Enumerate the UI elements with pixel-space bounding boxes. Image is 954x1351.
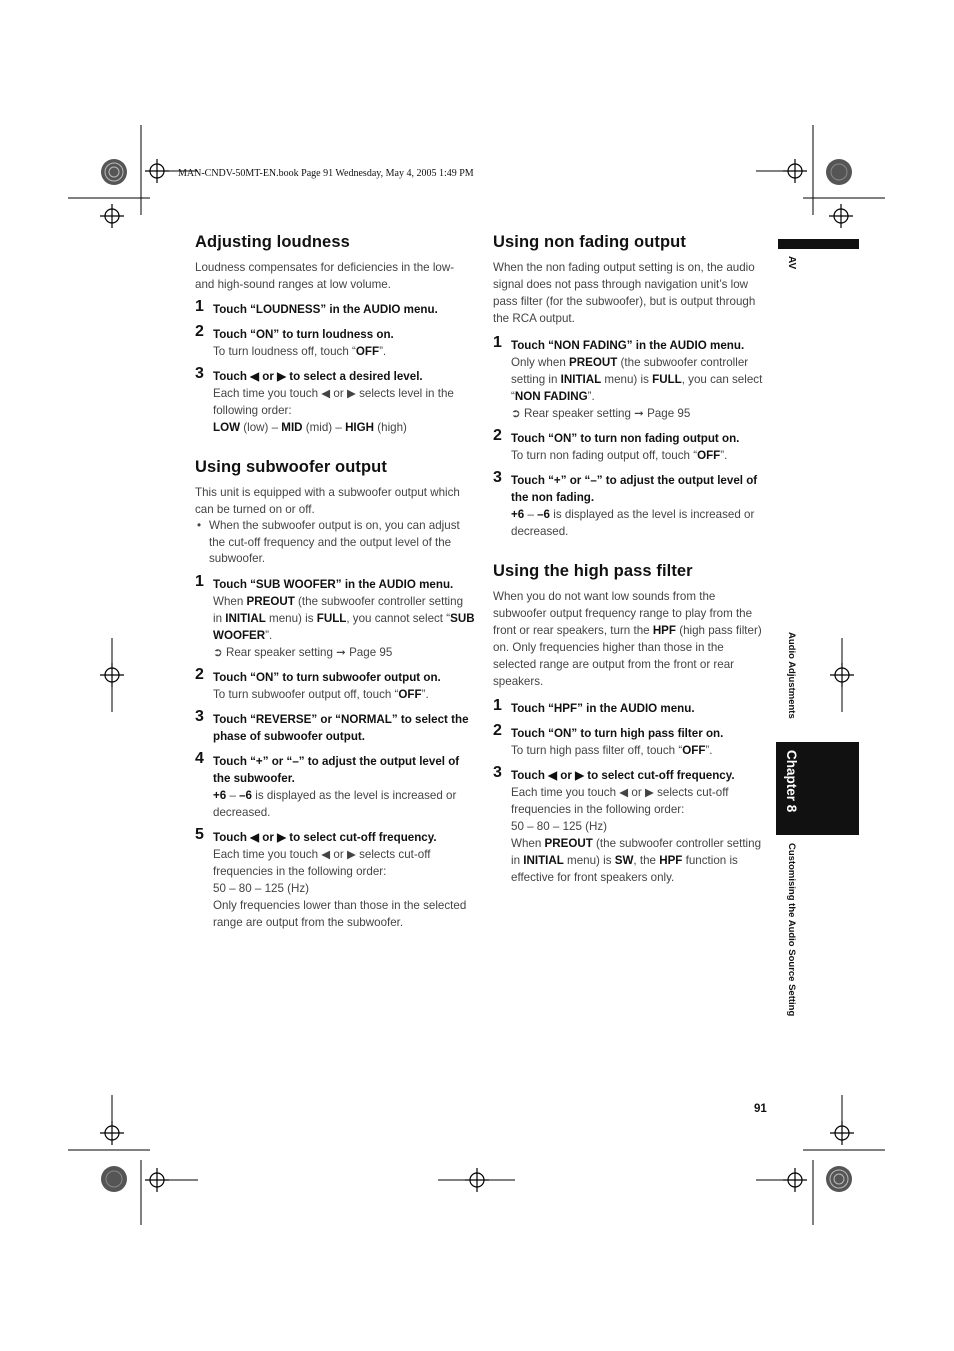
step-title: Touch ◀ or ▶ to select cut-off frequency. [511,769,735,782]
step-title: Touch “HPF” in the AUDIO menu. [511,702,695,715]
hpf-step-3 [493,764,768,886]
step-note: When PREOUT (the subwoofer controller setting in INITIAL menu) is SW, the HPF function is effective for front speakers only. [511,837,762,884]
hpf-step-1 [493,697,768,717]
reference-arrow-icon: ➲ [213,645,223,659]
non-fading-step-3 [493,469,768,540]
step-note: Only frequencies lower than those in the selected range are output from the subwoofer. [213,898,467,929]
step-number: 3 [195,707,204,725]
step-description: When PREOUT (the subwoofer controller setting in INITIAL menu) is FULL, you cannot select “SUB WOOFER”. [213,594,475,642]
left-arrow-icon: ◀ [321,847,331,861]
loudness-step-1 [195,298,475,318]
level-order: LOW (low) – MID (mid) – HIGH (high) [213,421,407,434]
rear-speaker-reference: ➲ Rear speaker setting ➞ Page 95 [511,407,691,420]
heading-using-subwoofer-output: Using subwoofer output [195,458,387,476]
heading-using-non-fading-output: Using non fading output [493,233,686,251]
loudness-step-2 [195,323,475,360]
step-description: To turn subwoofer output off, touch “OFF”. [213,687,429,701]
step-description: To turn non fading output off, touch “OFF”. [511,449,728,462]
step-number: 1 [493,697,502,714]
step-description: To turn high pass filter off, touch “OFF”. [511,744,713,757]
step-description: +6 – –6 is displayed as the level is increased or decreased. [511,508,755,538]
right-arrow-icon: ▶ [575,769,585,782]
subwoofer-step-2 [195,665,475,703]
subwoofer-step-1 [195,572,475,661]
step-number: 1 [493,334,502,351]
left-arrow-icon: ◀ [250,830,260,844]
subwoofer-step-3 [195,707,475,745]
left-arrow-icon: ◀ [250,370,260,383]
step-description: Each time you touch ◀ or ▶ selects cut-off frequencies in the following order: [213,847,431,878]
left-arrow-icon: ◀ [619,786,629,799]
heading-adjusting-loudness: Adjusting loudness [195,233,350,251]
av-tab-bar [778,239,859,249]
frequency-order: 50 – 80 – 125 (Hz) [511,820,608,833]
non-fading-step-1 [493,334,768,422]
right-arrow-icon: ▶ [644,786,654,799]
non-fading-intro: When the non fading output setting is on, the audio signal does not pass through navigation unit’s low pass filter (for the subwoofer), but is output through the RCA output. [493,261,756,325]
step-title: Touch “ON” to turn loudness on. [213,328,394,341]
right-column [493,233,768,886]
loudness-intro: Loudness compensates for deficiencies in the low- and high-sound ranges at low volume. [195,261,455,291]
right-arrow-icon: ▶ [346,387,356,400]
page-number: 91 [754,1103,767,1115]
step-description: Only when PREOUT (the subwoofer controller setting in INITIAL menu) is FULL, you can select “NON FADING”. [511,356,763,403]
subwoofer-bullet: • When the subwoofer output is on, you can adjust the cut-off frequency and the output level of the subwoofer. [197,519,460,565]
step-number: 2 [493,427,502,444]
heading-using-high-pass-filter: Using the high pass filter [493,562,693,580]
step-number: 2 [493,722,502,739]
step-description: Each time you touch ◀ or ▶ selects level in the following order: [213,387,454,417]
step-description: To turn loudness off, touch “OFF”. [213,345,387,358]
step-number: 5 [195,825,204,843]
step-title: Touch “LOUDNESS” in the AUDIO menu. [213,303,438,316]
non-fading-step-2 [493,427,768,464]
step-title: Touch “+” or “–” to adjust the output level of the subwoofer. [213,754,460,785]
reference-arrow-icon: ➲ [511,407,521,420]
side-label-av: AV [786,256,797,270]
right-arrow-icon: ▶ [277,370,287,383]
step-number: 1 [195,572,204,590]
step-title: Touch ◀ or ▶ to select cut-off frequency. [213,830,437,844]
step-number: 3 [493,469,502,486]
left-arrow-icon: ◀ [548,769,558,782]
step-title: Touch “NON FADING” in the AUDIO menu. [511,339,745,352]
right-arrow-icon: ▶ [346,847,356,861]
step-number: 2 [195,665,204,683]
chapter-label: Chapter 8 [784,750,799,813]
step-title: Touch ◀ or ▶ to select a desired level. [213,370,423,383]
step-description: Each time you touch ◀ or ▶ selects cut-off frequencies in the following order: [511,786,729,816]
step-title: Touch “REVERSE” or “NORMAL” to select the phase of subwoofer output. [213,712,469,743]
subwoofer-intro: This unit is equipped with a subwoofer output which can be turned on or off. [195,486,460,516]
step-number: 3 [195,365,204,382]
rear-speaker-reference: ➲ Rear speaker setting ➞ Page 95 [213,645,393,659]
subwoofer-step-4 [195,749,475,821]
right-arrow-icon: ▶ [277,830,287,844]
step-title: Touch “+” or “–” to adjust the output level of the non fading. [511,474,758,504]
subwoofer-step-5 [195,825,475,931]
hpf-intro: When you do not want low sounds from the subwoofer output frequency range to play from the front or rear speakers, turn the HPF (high pass filter) on. Only frequencies higher than those in the selected range are output from the front or rear speakers. [493,590,762,688]
step-title: Touch “ON” to turn subwoofer output on. [213,670,441,684]
step-number: 2 [195,323,204,340]
step-title: Touch “SUB WOOFER” in the AUDIO menu. [213,577,454,591]
side-label-audio-adjustments: Audio Adjustments [786,632,797,719]
left-column [195,233,475,931]
step-title: Touch “ON” to turn non fading output on. [511,432,740,445]
step-number: 1 [195,298,204,315]
step-title: Touch “ON” to turn high pass filter on. [511,727,724,740]
step-description: +6 – –6 is displayed as the level is increased or decreased. [213,788,457,819]
frequency-order: 50 – 80 – 125 (Hz) [213,881,310,895]
side-label-customising: Customising the Audio Source Setting [786,843,797,1017]
hpf-step-2 [493,722,768,759]
step-number: 4 [195,749,204,767]
loudness-step-3 [195,365,475,436]
step-number: 3 [493,764,502,781]
left-arrow-icon: ◀ [321,387,331,400]
file-info-header: MAN-CNDV-50MT-EN.book Page 91 Wednesday, May 4, 2005 1:49 PM [178,168,474,179]
